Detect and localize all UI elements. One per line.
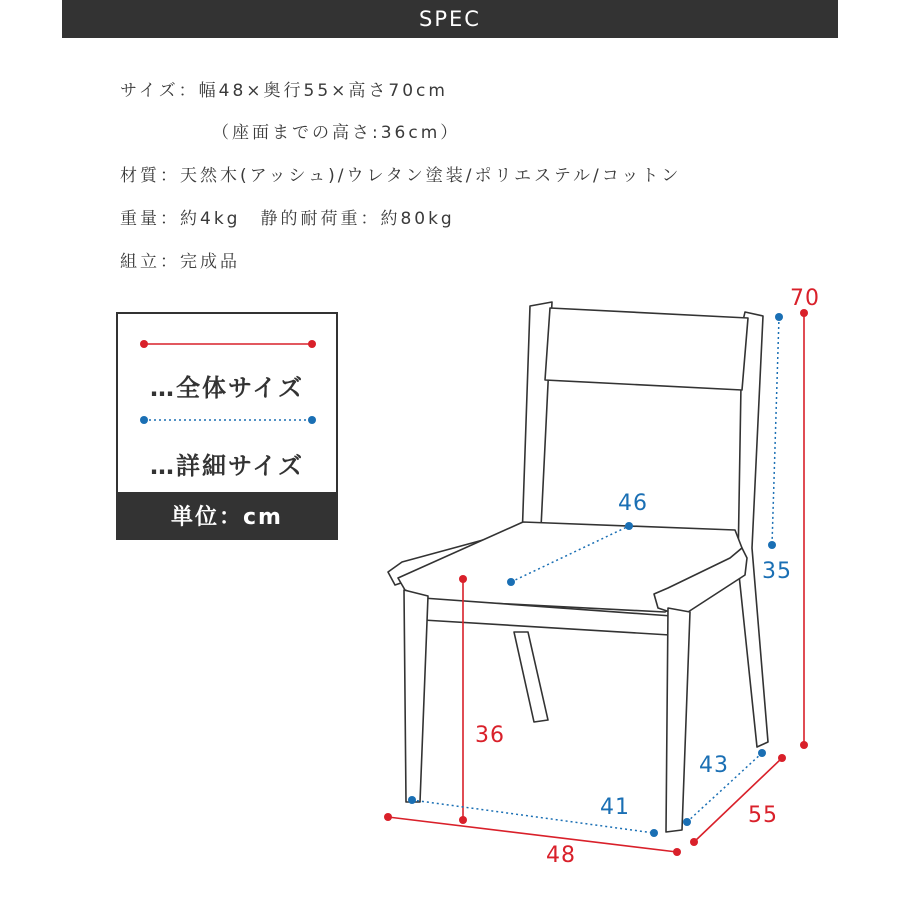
- dim-height-label: 70: [790, 286, 820, 311]
- dim-seat-height-dot-bottom: [459, 816, 467, 824]
- legend-detail-label: …詳細サイズ: [149, 452, 305, 480]
- dim-width-label: 48: [546, 843, 576, 868]
- dim-seat-width-dot-left: [507, 578, 515, 586]
- dim-width-line: [388, 817, 677, 852]
- dim-depth-label: 55: [748, 803, 778, 828]
- dim-seat-height-label: 36: [475, 723, 505, 748]
- dim-back-height-label: 35: [762, 559, 792, 584]
- spec-assembly: 組立：完成品: [120, 252, 240, 272]
- spec-size: サイズ：幅48×奥行55×高さ70cm: [120, 81, 448, 101]
- chair-front-leg-right: [666, 608, 690, 832]
- dim-inner-depth-dot-back: [758, 749, 766, 757]
- chair-front-leg-left: [404, 590, 428, 802]
- dim-inner-depth-dot-front: [683, 818, 691, 826]
- dim-depth-dot-back: [778, 754, 786, 762]
- chair-rear-leg-inner: [514, 632, 548, 722]
- dim-depth-dot-front: [690, 838, 698, 846]
- dim-back-height-dot-bottom: [768, 541, 776, 549]
- dim-seat-width-dot-right: [625, 522, 633, 530]
- spec-seat-height: （座面までの高さ:36cm）: [212, 123, 461, 143]
- dim-seat-height-dot-top: [459, 575, 467, 583]
- legend-unit-label: 単位：cm: [171, 504, 283, 530]
- dim-inner-width-label: 41: [600, 795, 630, 820]
- dim-back-height-dot-top: [775, 313, 783, 321]
- spec-title: SPEC: [419, 7, 481, 31]
- dim-inner-width-dot-left: [408, 796, 416, 804]
- legend-overall-label: …全体サイズ: [149, 374, 305, 402]
- spec-weight: 重量：約4kg 静的耐荷重：約80kg: [120, 209, 455, 229]
- spec-material: 材質：天然木(アッシュ)/ウレタン塗装/ポリエステル/コットン: [120, 166, 682, 186]
- dim-inner-width-dot-right: [650, 829, 658, 837]
- dim-width-dot-right: [673, 848, 681, 856]
- dim-height-dot-bottom: [800, 741, 808, 749]
- dim-seat-width-label: 46: [618, 491, 648, 516]
- dim-width-dot-left: [384, 813, 392, 821]
- dim-back-height-line: [772, 317, 779, 545]
- dim-inner-depth-label: 43: [699, 753, 729, 778]
- chair-back-rail: [545, 308, 748, 390]
